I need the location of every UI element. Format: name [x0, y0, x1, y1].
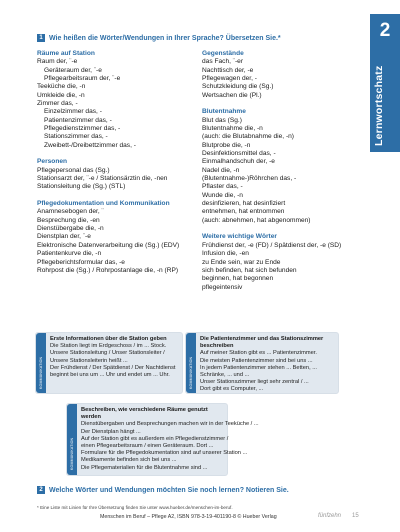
vocabulary-entry: Pflegearbeitsraum der, ¨-e	[44, 75, 121, 83]
footnote: * Eine Liste mit Linien für Ihre Übersetzung finden Sie unter www.hueber.de/menschen-im-beruf.	[37, 505, 233, 510]
task-2-number: 2	[37, 486, 45, 494]
task-1-instruction	[37, 34, 281, 42]
phrase-line: Die meisten Patientenzimmer sind bei uns ...	[200, 357, 313, 364]
vocabulary-entry: Wunde die, -n	[202, 191, 243, 199]
section-heading: Blutentnahme	[202, 108, 246, 116]
phrase-line: Auf meiner Station gibt es ... Patientenzimmer.	[200, 350, 317, 357]
chapter-number: 2	[379, 20, 391, 41]
vocabulary-entry: Einmalhandschuh der, -e	[202, 158, 275, 166]
phrase-line: Medikamente befinden sich bei uns ...	[81, 457, 177, 464]
vocabulary-entry: Zweibett-/Dreibettzimmer das, -	[44, 141, 136, 149]
phrase-line: Formulare für die Pflegedokumentation sind auf unserer Station ...	[81, 450, 248, 457]
vocabulary-entry: zu Ende sein, war zu Ende	[202, 258, 281, 266]
vocabulary-entry: Blut das (Sg.)	[202, 116, 242, 124]
vocabulary-entry: Einzelzimmer das, -	[44, 108, 102, 116]
section-heading: Pflegedokumentation und Kommunikation	[37, 200, 170, 208]
vocabulary-entry: Pflaster das, -	[202, 183, 243, 191]
phrase-line: Unsere Stationsleiterin heißt ...	[50, 357, 128, 364]
vocabulary-entry: Desinfektionsmittel das, -	[202, 150, 276, 158]
vocabulary-entry: Besprechung die, -en	[37, 216, 100, 224]
vocabulary-entry: sich befinden, hat sich befunden	[202, 266, 297, 274]
phrase-line: Auf der Station gibt es außerdem ein Pflegedienstzimmer /	[81, 435, 229, 442]
box-side-label: KOMMUNIKATION	[70, 437, 74, 470]
phrase-line: Schränke, ... und ...	[200, 372, 250, 379]
phrase-line: einen Pflegearbeitsraum / einen Geräteraum. Dort ...	[81, 443, 214, 450]
box-side-label: KOMMUNIKATION	[39, 356, 43, 389]
communication-box-station-info	[35, 332, 183, 394]
vocabulary-entry: Patientenzimmer das, -	[44, 116, 112, 124]
vocabulary-entry: Teeküche die, -n	[37, 83, 86, 91]
box-heading: Die Patientenzimmer und das Stationszimmer beschreiben	[200, 336, 324, 350]
page-number: 15	[352, 513, 359, 519]
vocabulary-left-column	[37, 50, 197, 275]
vocabulary-entry: Pflegepersonal das (Sg.)	[37, 166, 110, 174]
vocabulary-entry: Geräteraum der, ¨-e	[44, 66, 102, 74]
vocabulary-entry: Rohrpost die (Sg.) / Rohrpostanlage die, -n (RP)	[37, 266, 179, 274]
vocabulary-entry: Pflegedienstzimmer das, -	[44, 125, 121, 133]
section-heading: Räume auf Station	[37, 50, 95, 57]
phrase-line: Die Pflegematerialien für die Blutentnahme sind ...	[81, 464, 208, 471]
vocabulary-entry: (auch: die Blutabnahme die, -n)	[202, 133, 295, 141]
vocabulary-entry: Blutentnahme die, -n	[202, 125, 263, 133]
section-heading: Personen	[37, 158, 68, 166]
phrase-line: Die Station liegt im Erdgeschoss / im ... Stock.	[50, 343, 167, 350]
vocabulary-entry: das Fach, ¨-er	[202, 58, 244, 66]
vocabulary-entry: Schutzkleidung die (Sg.)	[202, 83, 274, 91]
vocabulary-entry: Blutprobe die, -n	[202, 141, 251, 149]
communication-box-room-usage	[66, 403, 259, 476]
vocabulary-entry: Stationsleitung die (Sg.) (STL)	[37, 183, 126, 191]
phrase-line: Dienstübergaben und Besprechungen machen wir in der Teeküche / ...	[81, 421, 259, 428]
box-side-label: KOMMUNIKATION	[189, 356, 193, 389]
vocabulary-entry: Dienstübergabe die, -n	[37, 225, 104, 233]
vocabulary-entry: Wertsachen die (Pl.)	[202, 91, 262, 99]
vocabulary-entry: Patientenkurve die, -n	[37, 250, 102, 258]
vocabulary-entry: Raum der, ¨-e	[37, 58, 78, 66]
vocabulary-entry: pflegeintensiv	[202, 283, 243, 291]
task-1-text: Wie heißen die Wörter/Wendungen in Ihrer Sprache? Übersetzen Sie.*	[49, 34, 281, 42]
phrase-line: In jedem Patientenzimmer stehen ... Betten, ...	[200, 364, 317, 371]
vocabulary-entry: beginnen, hat begonnen	[202, 275, 274, 283]
vocabulary-entry: (auch: abnehmen, hat abgenommen)	[202, 216, 311, 224]
vocabulary-entry: Stationszimmer das, -	[44, 133, 108, 141]
box-content	[81, 407, 259, 472]
vocabulary-entry: entnehmen, hat entnommen	[202, 208, 285, 216]
vocabulary-entry: desinfizieren, hat desinfiziert	[202, 200, 286, 208]
phrase-line: Unser Stationszimmer liegt sehr zentral / ...	[200, 379, 309, 386]
phrase-line: Der Frühdienst / Der Spätdienst / Der Nachtdienst	[50, 364, 176, 371]
phrase-line: Dort gibt es Computer, ...	[200, 386, 264, 393]
vocabulary-entry: Zimmer das, -	[37, 100, 78, 108]
vocabulary-entry: Frühdienst der, -e (FD) / Spätdienst der, -e (SD)	[202, 241, 342, 249]
vocabulary-entry: Umkleide die, -n	[37, 91, 85, 99]
vocabulary-entry: Pflegewagen der, -	[202, 75, 257, 83]
section-heading: Weitere wichtige Wörter	[202, 233, 277, 241]
vocabulary-entry: Pflegeberichtsformular das, -e	[37, 258, 125, 266]
task-2-text: Welche Wörter und Wendungen möchten Sie noch lernen? Notieren Sie.	[49, 486, 289, 494]
vocabulary-entry: Nachttisch der, -e	[202, 66, 254, 74]
task-1-number: 1	[37, 34, 45, 42]
publisher-footer: Menschen im Beruf – Pflege A2, ISBN 978-3-19-401190-8 © Hueber Verlag	[100, 514, 277, 520]
box-content	[200, 336, 334, 394]
phrase-line: Der Dienstplan hängt ...	[81, 428, 141, 435]
box-heading: Beschreiben, wie verschiedene Räume genutzt werden	[81, 407, 208, 421]
phrase-line: beginnt bei uns um ... Uhr und endet um ... Uhr.	[50, 372, 170, 379]
vocabulary-entry: Infusion die, -en	[202, 250, 249, 258]
box-heading: Erste Informationen über die Station geben	[50, 336, 167, 342]
box-content	[50, 336, 178, 379]
vocabulary-entry: Elektronische Datenverarbeitung die (Sg.) (EDV)	[37, 241, 180, 249]
page-label: fünfzehn	[318, 513, 342, 519]
vocabulary-entry: Anamnesebogen der, ¨	[37, 208, 104, 216]
task-2-instruction	[37, 486, 289, 494]
chapter-title: Lernwortschatz	[373, 65, 385, 146]
vocabulary-right-column	[202, 50, 357, 292]
vocabulary-entry: Dienstplan der, ¨-e	[37, 233, 91, 241]
communication-box-rooms	[185, 332, 339, 394]
vocabulary-entry: Nadel die, -n	[202, 166, 240, 174]
phrase-line: Unsere Stationsleitung / Unser Stationsleiter /	[50, 350, 165, 357]
section-heading: Gegenstände	[202, 50, 244, 57]
vocabulary-entry: (Blutentnahme-)Röhrchen das, -	[202, 175, 297, 183]
chapter-tab	[370, 14, 400, 152]
vocabulary-entry: Stationsarzt der, ¨-e / Stationsärztin die, -nen	[37, 175, 168, 183]
